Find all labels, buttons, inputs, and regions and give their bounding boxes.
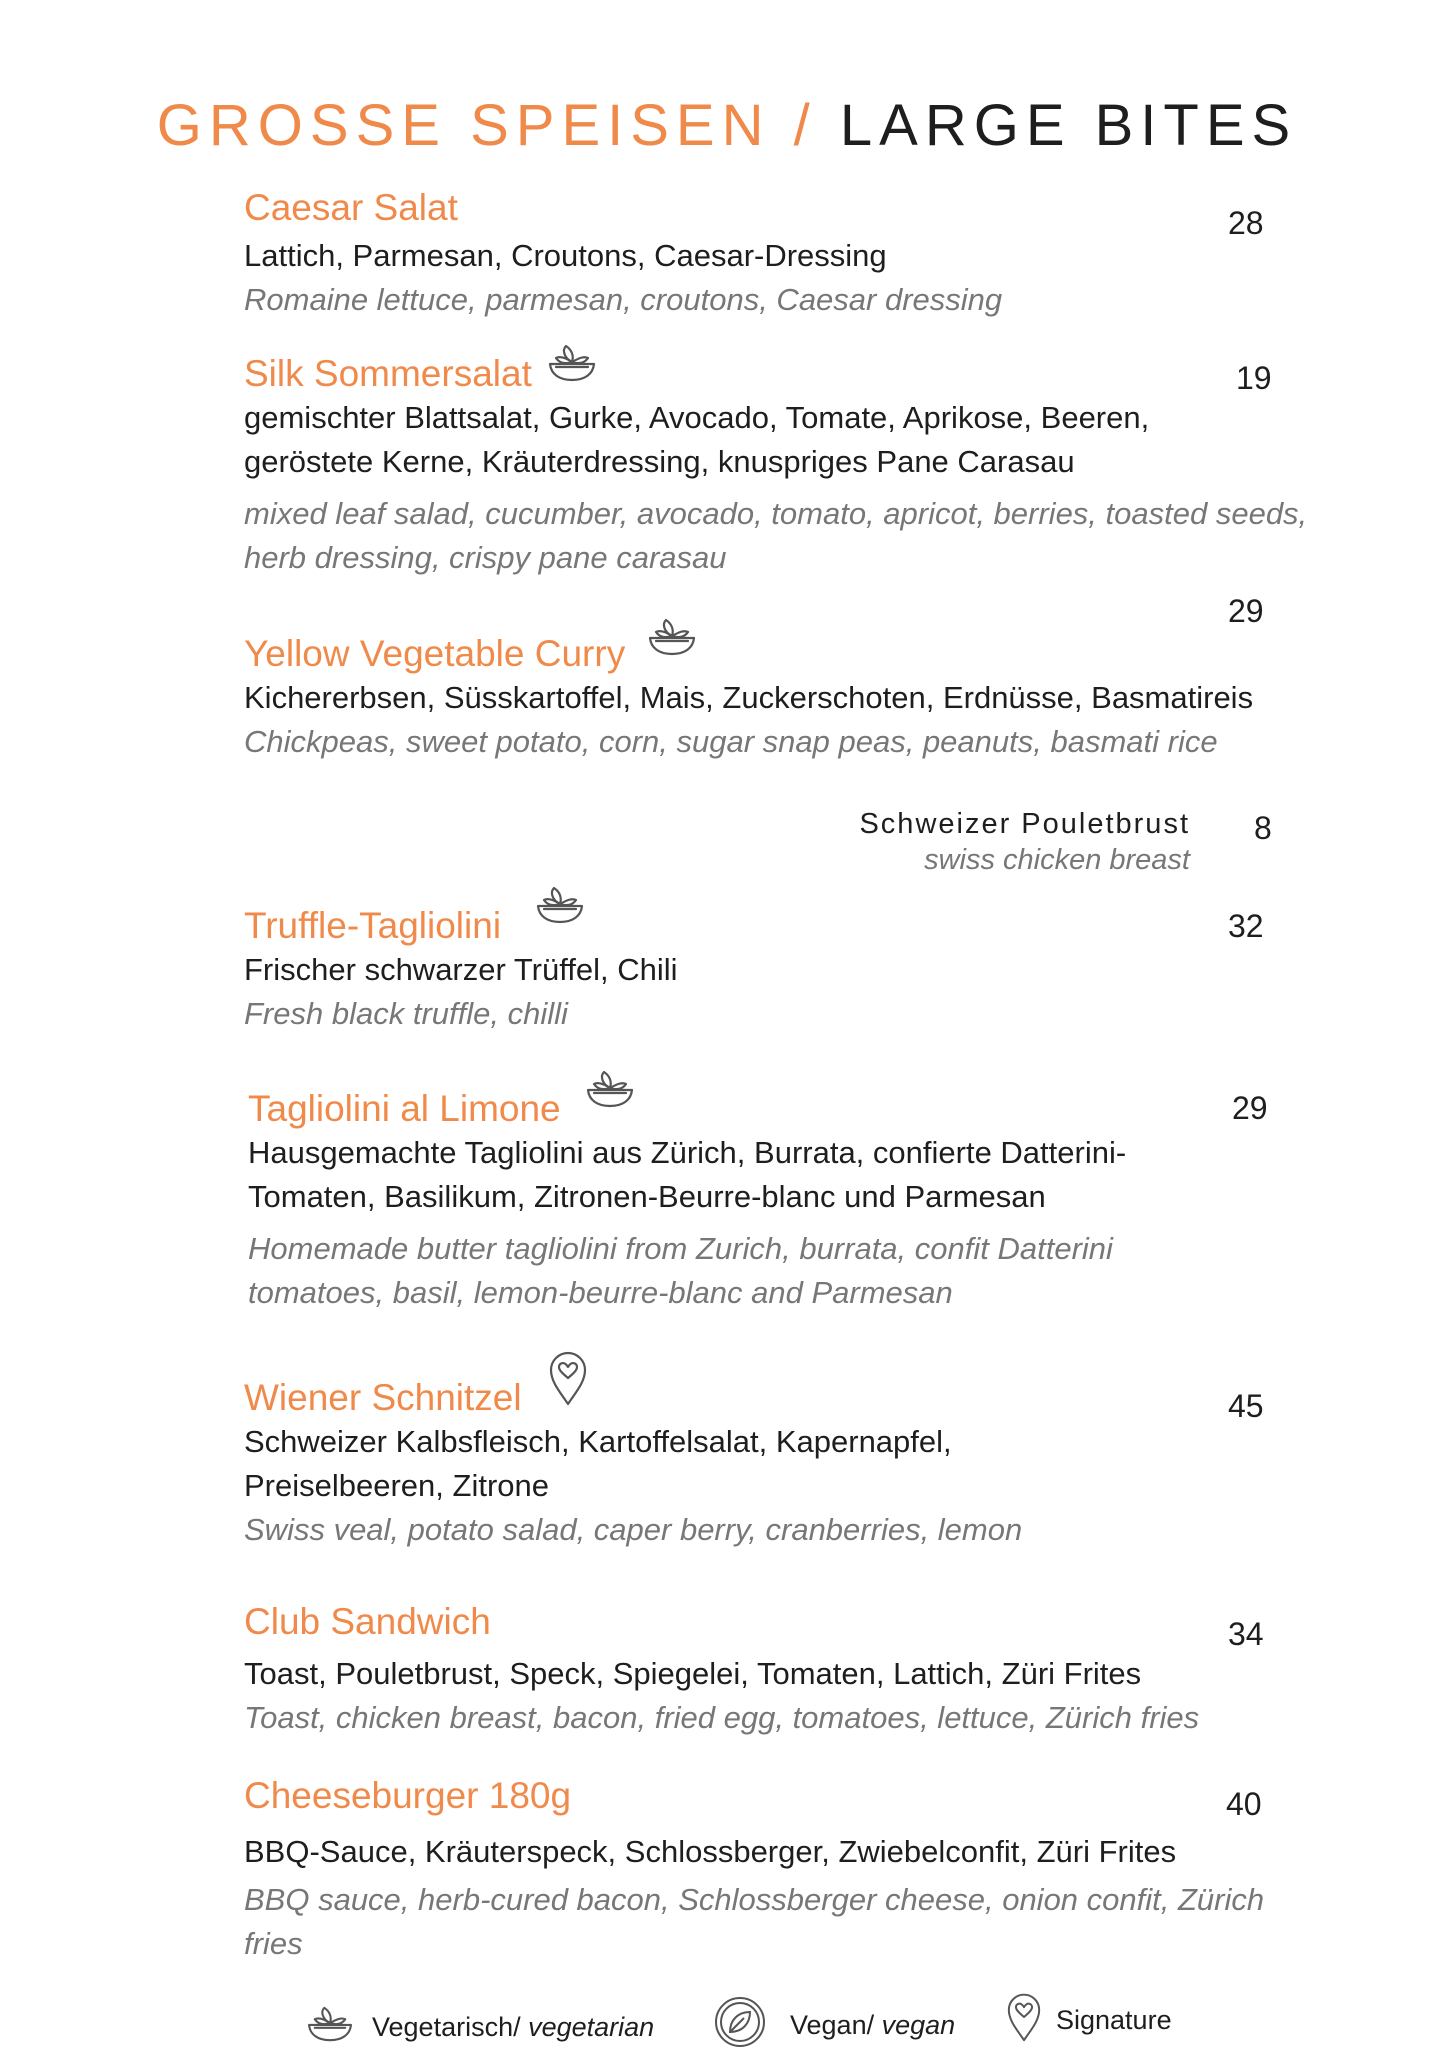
bowl-vegetarian-icon [646,616,698,658]
legend-label-english: vegan [881,2010,956,2040]
menu-item-wiener-schnitzel [244,1376,1344,1552]
addon-name-english: swiss chicken breast [924,844,1190,876]
title-german: GROSSE SPEISEN [156,93,771,158]
dish-name: Truffle-Tagliolini [244,905,502,946]
legend-signature [1006,1992,1172,2049]
title-english: LARGE BITES [839,93,1298,158]
bowl-vegetarian-icon [584,1068,636,1110]
dish-name: Silk Sommersalat [244,353,532,394]
bowl-vegetarian-icon [546,342,598,384]
bowl-vegetarian-icon [534,884,586,926]
addon-name-german: Schweizer Pouletbrust [859,808,1190,840]
menu-item-cheeseburger [244,1774,1344,1966]
dish-name: Yellow Vegetable Curry [244,633,626,674]
dish-name: Cheeseburger 180g [244,1775,572,1816]
menu-item-truffle-tagliolini [244,904,1344,1036]
dish-description-german: Kichererbsen, Süsskartoffel, Mais, Zuckerschoten, Erdnüsse, Basmatireis [244,680,1254,715]
dish-price: 29 [1228,593,1264,629]
menu-item-yellow-vegetable-curry [244,632,1344,764]
dish-name: Club Sandwich [244,1601,491,1642]
menu-item-club-sandwich [244,1600,1344,1740]
menu-item-silk-sommersalat [244,352,1344,580]
dish-name: Wiener Schnitzel [244,1377,522,1418]
menu-item-caesar-salat [244,186,1344,322]
addon-price: 8 [1254,810,1272,846]
dish-price: 34 [1228,1616,1264,1652]
dish-description-german: Schweizer Kalbsfleisch, Kartoffelsalat, Kapernapfel, Preiselbeeren, Zitrone [244,1424,952,1503]
legend-vegan [714,1996,955,2055]
dish-description-english: Chickpeas, sweet potato, corn, sugar snap peas, peanuts, basmati rice [244,724,1218,759]
dish-description-german: Frischer schwarzer Trüffel, Chili [244,952,678,987]
dish-price: 28 [1228,205,1264,241]
dish-description-german: BBQ-Sauce, Kräuterspeck, Schlossberger, Zwiebelconfit, Züri Frites [244,1834,1177,1869]
dish-price: 40 [1226,1786,1262,1822]
dish-name: Caesar Salat [244,187,458,228]
legend-label-german: Vegetarisch/ [372,2012,521,2042]
dish-description-english: Toast, chicken breast, bacon, fried egg, tomatoes, lettuce, Zürich fries [244,1700,1200,1735]
dish-price: 19 [1236,360,1272,396]
dish-description-english: mixed leaf salad, cucumber, avocado, tomato, apricot, berries, toasted seeds, herb dressing, crispy pane carasau [244,496,1308,575]
dish-description-english: Swiss veal, potato salad, caper berry, cranberries, lemon [244,1512,1023,1547]
legend [0,1990,1454,2060]
signature-heart-pin-icon [548,1350,588,1406]
dish-description-german: Lattich, Parmesan, Croutons, Caesar-Dressing [244,238,887,273]
title-separator: / [793,93,817,158]
dish-description-german: gemischter Blattsalat, Gurke, Avocado, Tomate, Aprikose, Beeren, geröstete Kerne, Kräuterdressing, knuspriges Pane Carasau [244,400,1150,479]
legend-label-german: Vegan/ [790,2010,875,2040]
dish-description-german: Toast, Pouletbrust, Speck, Spiegelei, Tomaten, Lattich, Züri Frites [244,1656,1142,1691]
dish-price: 32 [1228,908,1264,944]
dish-price: 29 [1232,1090,1268,1126]
dish-name: Tagliolini al Limone [248,1088,561,1129]
leaf-vegan-icon [714,1996,766,2055]
legend-label-german: Signature [1056,2005,1172,2035]
page-title [0,92,1454,159]
dish-description-english: Homemade butter tagliolini from Zurich, burrata, confit Datterini tomatoes, basil, lemon-beurre-blanc and Parmesan [248,1231,1113,1310]
bowl-vegetarian-icon [304,2004,356,2051]
dish-description-english: Fresh black truffle, chilli [244,996,568,1031]
dish-description-english: BBQ sauce, herb-cured bacon, Schlossberger cheese, onion confit, Zürich fries [244,1882,1265,1961]
legend-label-english: vegetarian [528,2012,655,2042]
dish-description-english: Romaine lettuce, parmesan, croutons, Caesar dressing [244,282,1003,317]
signature-heart-pin-icon [1006,1992,1042,2049]
legend-vegetarian [304,2004,654,2051]
dish-description-german: Hausgemachte Tagliolini aus Zürich, Burrata, confierte Datterini-Tomaten, Basilikum, Zitronen-Beurre-blanc und Parmesan [248,1135,1127,1214]
menu-item-tagliolini-al-limone [248,1087,1348,1315]
addon-chicken [859,806,1190,878]
dish-price: 45 [1228,1388,1264,1424]
